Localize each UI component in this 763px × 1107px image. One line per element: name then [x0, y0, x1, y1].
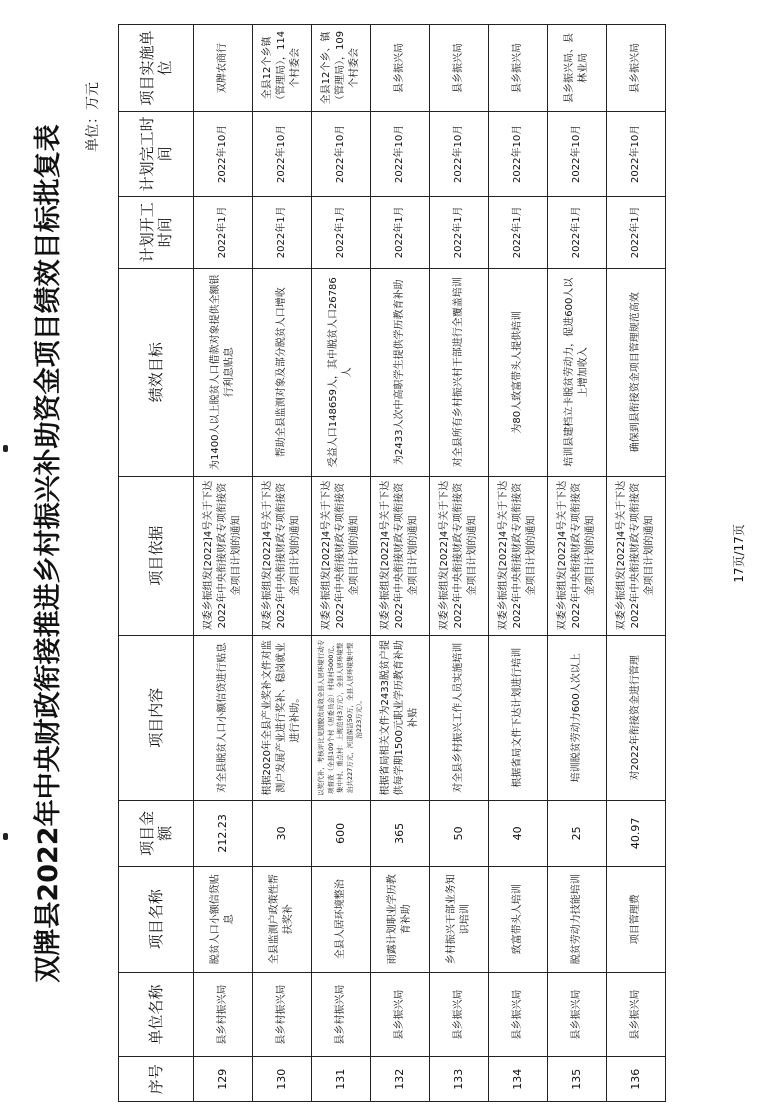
- cell-no: 131: [312, 1057, 371, 1102]
- cell-content: 对全县乡村振兴工作人员实施培训: [430, 635, 489, 800]
- cell-goal: 培训县建档立卡脱贫劳动力，促进600人以上增加收入: [548, 268, 607, 476]
- cell-no: 129: [194, 1057, 253, 1102]
- cell-basis: 双委乡振组发[2022]4号关于下达2022年中央衔接财政专项衔接资金项目计划的通知: [548, 476, 607, 635]
- table-row: [430, 25, 489, 1102]
- cell-unit: 县乡村振兴局: [312, 972, 371, 1057]
- cell-basis: 双委乡振组发[2022]4号关于下达2022年中央衔接财政专项衔接资金项目计划的通知: [430, 476, 489, 635]
- header-cell: 计划开工时间: [119, 196, 194, 268]
- cell-goal: 受益人口148659人，其中脱贫人口26786人: [312, 268, 371, 476]
- cell-end: 2022年10月: [430, 111, 489, 196]
- cell-end: 2022年10月: [548, 111, 607, 196]
- cell-goal: 为2433人次中高职学生提供学历教育补助: [371, 268, 430, 476]
- cell-unit: 县乡振兴局: [430, 972, 489, 1057]
- cell-impl: 双牌农商行: [194, 25, 253, 112]
- cell-impl: 县乡振兴局: [430, 25, 489, 112]
- cell-unit: 县乡振兴局: [371, 972, 430, 1057]
- table-row: [253, 25, 312, 1102]
- cell-amount: 40: [489, 800, 548, 866]
- cell-unit: 县乡振兴局: [607, 972, 666, 1057]
- cell-amount: 25: [548, 800, 607, 866]
- header-row: [119, 25, 194, 1102]
- cell-end: 2022年10月: [371, 111, 430, 196]
- table-row: [607, 25, 666, 1102]
- project-table: [118, 24, 666, 1102]
- cell-amount: 30: [253, 800, 312, 866]
- cell-end: 2022年10月: [312, 111, 371, 196]
- cell-unit: 县乡振兴局: [489, 972, 548, 1057]
- cell-name: 致富带头人培训: [489, 866, 548, 972]
- cell-content: 根据省局文件下达计划进行培训: [489, 635, 548, 800]
- cell-impl: 县乡振兴局: [371, 25, 430, 112]
- header-cell: 计划完工时间: [119, 111, 194, 196]
- header-cell: 项目名称: [119, 866, 194, 972]
- cell-unit: 县乡振兴局: [548, 972, 607, 1057]
- cell-content: 根据省局相关文件为2433脱贫户提供每学期1500元职业学历教育补助补贴: [371, 635, 430, 800]
- cell-unit: 县乡村振兴局: [194, 972, 253, 1057]
- cell-end: 2022年10月: [194, 111, 253, 196]
- cell-impl: 县乡振兴局、县林业局: [548, 25, 607, 112]
- cell-start: 2022年1月: [253, 196, 312, 268]
- header-cell: 项目依据: [119, 476, 194, 635]
- cell-start: 2022年1月: [607, 196, 666, 268]
- table-row: [371, 25, 430, 1102]
- cell-content: 以奖代补，考核评比见固脱贫成效全县人居环境行动专项督查（全县109个村（居委员会）村每村5000元、集中村、重点村：上规范村3万元），全县人居环境整治共227万元，河道保洁50万，全县人居环境集中整治223万元）。: [312, 635, 371, 800]
- cell-impl: 县乡振兴局: [607, 25, 666, 112]
- document-title: 双牌县2022年中央财政衔接推进乡村振兴补助资金项目绩效目标批复表: [33, 124, 64, 983]
- unit-label: 单位：万元: [85, 82, 101, 152]
- header-cell: 项目内容: [119, 635, 194, 800]
- cell-amount: 365: [371, 800, 430, 866]
- cell-start: 2022年1月: [489, 196, 548, 268]
- cell-no: 136: [607, 1057, 666, 1102]
- cell-name: 全县人居环境整治: [312, 866, 371, 972]
- cell-name: 脱贫人口小额信贷贴息: [194, 866, 253, 972]
- table-row: [548, 25, 607, 1102]
- cell-goal: 对全县所有乡村振兴村干部进行全覆盖培训: [430, 268, 489, 476]
- cell-amount: 40.97: [607, 800, 666, 866]
- cell-end: 2022年10月: [489, 111, 548, 196]
- cell-no: 135: [548, 1057, 607, 1102]
- cell-name: 脱贫劳动力技能培训: [548, 866, 607, 972]
- cell-name: 乡村振兴干部业务知识培训: [430, 866, 489, 972]
- cell-start: 2022年1月: [312, 196, 371, 268]
- cell-basis: 双委乡振组发[2022]4号关于下达2022年中央衔接财政专项衔接资金项目计划的通知: [194, 476, 253, 635]
- cell-content: 培训脱贫劳动力600人次以上: [548, 635, 607, 800]
- cell-basis: 双委乡振组发[2022]4号关于下达2022年中央衔接财政专项衔接资金项目计划的通知: [607, 476, 666, 635]
- cell-goal: 为80人致富带头人提供培训: [489, 268, 548, 476]
- cell-goal: 确保到县衔接资金项目管理规范高效: [607, 268, 666, 476]
- cell-no: 130: [253, 1057, 312, 1102]
- cell-unit: 县乡村振兴局: [253, 972, 312, 1057]
- cell-goal: 为1400人以上脱贫人口借款对象提供全额银行利息贴息: [194, 268, 253, 476]
- cell-end: 2022年10月: [607, 111, 666, 196]
- cell-content: 根据2020年全县产业奖补文件对监测户发展产业进行奖补、稳岗就业进行补助。: [253, 635, 312, 800]
- cell-basis: 双委乡振组发[2022]4号关于下达2022年中央衔接财政专项衔接资金项目计划的通知: [371, 476, 430, 635]
- table-row: [194, 25, 253, 1102]
- cell-no: 133: [430, 1057, 489, 1102]
- cell-name: 项目管理费: [607, 866, 666, 972]
- cell-impl: 县乡振兴局: [489, 25, 548, 112]
- cell-start: 2022年1月: [371, 196, 430, 268]
- cell-end: 2022年10月: [253, 111, 312, 196]
- cell-name: 雨露计划职业学历教育补助: [371, 866, 430, 972]
- header-cell: 单位名称: [119, 972, 194, 1057]
- cell-amount: 600: [312, 800, 371, 866]
- cell-start: 2022年1月: [430, 196, 489, 268]
- cell-no: 132: [371, 1057, 430, 1102]
- header-cell: 序号: [119, 1057, 194, 1102]
- header-cell: 绩效目标: [119, 268, 194, 476]
- cell-amount: 212.23: [194, 800, 253, 866]
- cell-content: 对全县脱贫人口小额信贷进行贴息: [194, 635, 253, 800]
- cell-impl: 全县12个乡、镇（管理局），109个村委会: [312, 25, 371, 112]
- cell-no: 134: [489, 1057, 548, 1102]
- cell-start: 2022年1月: [194, 196, 253, 268]
- cell-impl: 全县12个乡镇（管理局），114个村委会: [253, 25, 312, 112]
- cell-start: 2022年1月: [548, 196, 607, 268]
- cell-amount: 50: [430, 800, 489, 866]
- header-cell: 项目金额: [119, 800, 194, 866]
- table-row: [489, 25, 548, 1102]
- cell-goal: 帮助全县监测对象及部分脱贫人口增收: [253, 268, 312, 476]
- cell-content: 对2022年衔接资金进行管理: [607, 635, 666, 800]
- cell-basis: 双委乡振组发[2022]4号关于下达2022年中央衔接财政专项衔接资金项目计划的通知: [253, 476, 312, 635]
- cell-basis: 双委乡振组发[2022]4号关于下达2022年中央衔接财政专项衔接资金项目计划的通知: [489, 476, 548, 635]
- page-number: 17页/17页: [732, 524, 746, 583]
- cell-name: 全县监测户政策性帮扶奖补: [253, 866, 312, 972]
- cell-basis: 双委乡振组发[2022]4号关于下达2022年中央衔接财政专项衔接资金项目计划的通知: [312, 476, 371, 635]
- table-row: [312, 25, 371, 1102]
- header-cell: 项目实施单位: [119, 25, 194, 112]
